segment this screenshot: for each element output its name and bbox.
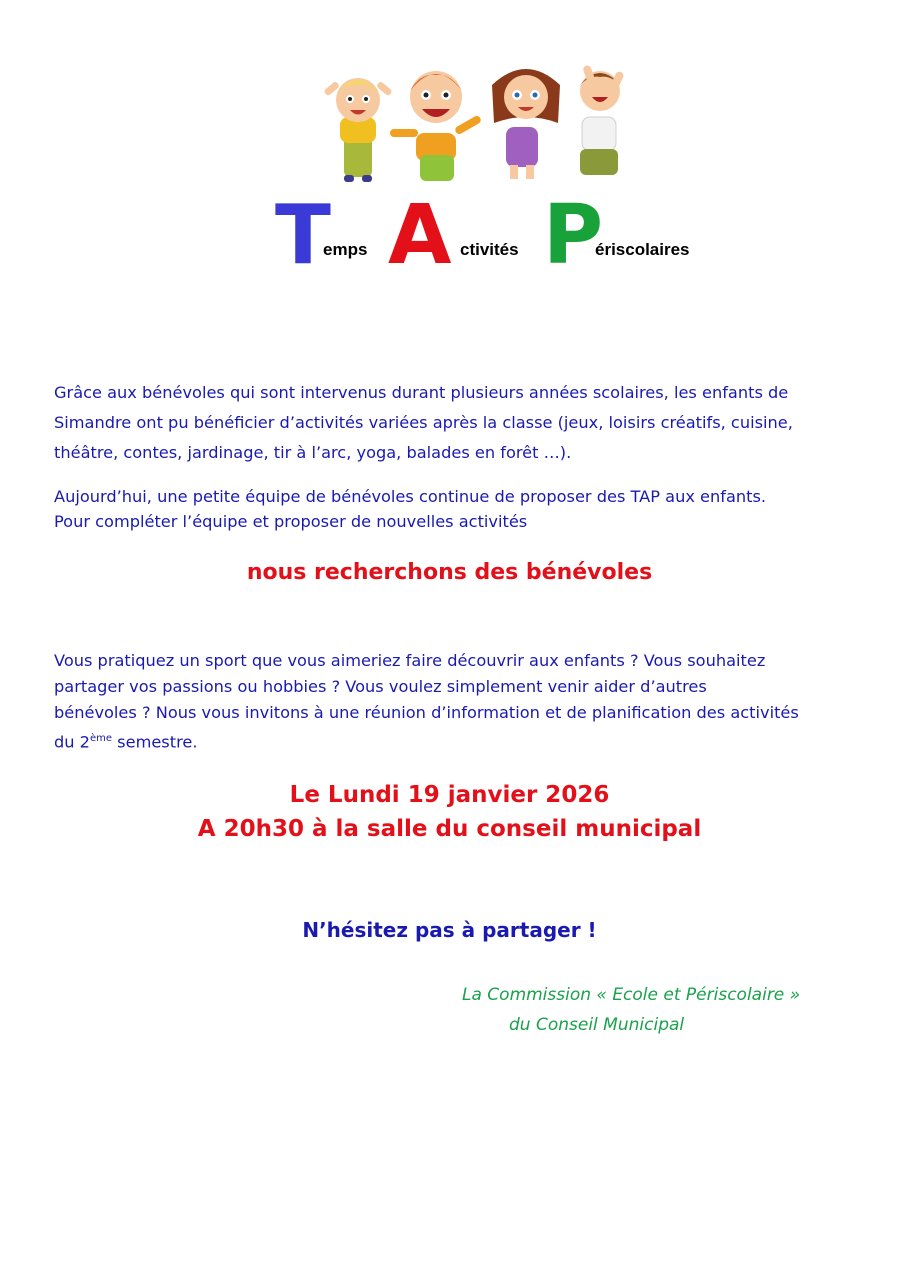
semester-superscript: ème [89, 733, 113, 744]
invitation-line-3: bénévoles ? Nous vous invitons à une réunion d’information et de planification des activités [54, 703, 799, 722]
logo-word-activites: ctivités [460, 240, 519, 259]
children-illustration [320, 55, 650, 190]
event-date: Le Lundi 19 janvier 2026 [289, 782, 610, 808]
logo-letter-t: T [275, 188, 331, 283]
logo-word-periscolaires: ériscolaires [595, 240, 690, 259]
kid-2 [390, 71, 482, 181]
intro-line-2: Simandre ont pu bénéficier d’activités variées après la classe (jeux, loisirs créatifs, cuisine, [54, 413, 793, 432]
logo-word-temps: emps [323, 240, 368, 259]
invitation-line-1: Vous pratiquez un sport que vous aimeriez faire découvrir aux enfants ? Vous souhaitez [54, 651, 766, 670]
kid-3 [492, 69, 560, 179]
kid-4 [580, 64, 625, 175]
intro-line-3: théâtre, contes, jardinage, tir à l’arc, yoga, balades en forêt …). [54, 443, 572, 462]
event-place: A 20h30 à la salle du conseil municipal [197, 816, 702, 842]
invitation-paragraph [54, 648, 854, 755]
kid-1 [323, 78, 392, 182]
team-paragraph [54, 484, 854, 534]
volunteers-callout: nous recherchons des bénévoles [246, 560, 653, 585]
logo-letter-p: P [543, 188, 604, 283]
tap-logo [275, 188, 705, 283]
team-line-1: Aujourd’hui, une petite équipe de bénévoles continue de proposer des TAP aux enfants. [54, 487, 767, 506]
invitation-line-2: partager vos passions ou hobbies ? Vous voulez simplement venir aider d’autres [54, 677, 707, 696]
semester-suffix: semestre. [112, 732, 198, 752]
intro-line-1: Grâce aux bénévoles qui sont intervenus durant plusieurs années scolaires, les enfants de [54, 383, 789, 402]
intro-paragraph [54, 378, 854, 468]
signature-line-2: du Conseil Municipal [509, 1015, 685, 1035]
share-message: N’hésitez pas à partager ! [302, 918, 597, 942]
invitation-line-4 [54, 726, 854, 755]
semester-prefix: du 2 [54, 732, 90, 752]
team-line-2: Pour compléter l’équipe et proposer de nouvelles activités [54, 512, 528, 531]
signature-line-1: La Commission « Ecole et Périscolaire » [462, 985, 801, 1005]
event-details [0, 778, 899, 846]
logo-letter-a: A [388, 188, 452, 283]
